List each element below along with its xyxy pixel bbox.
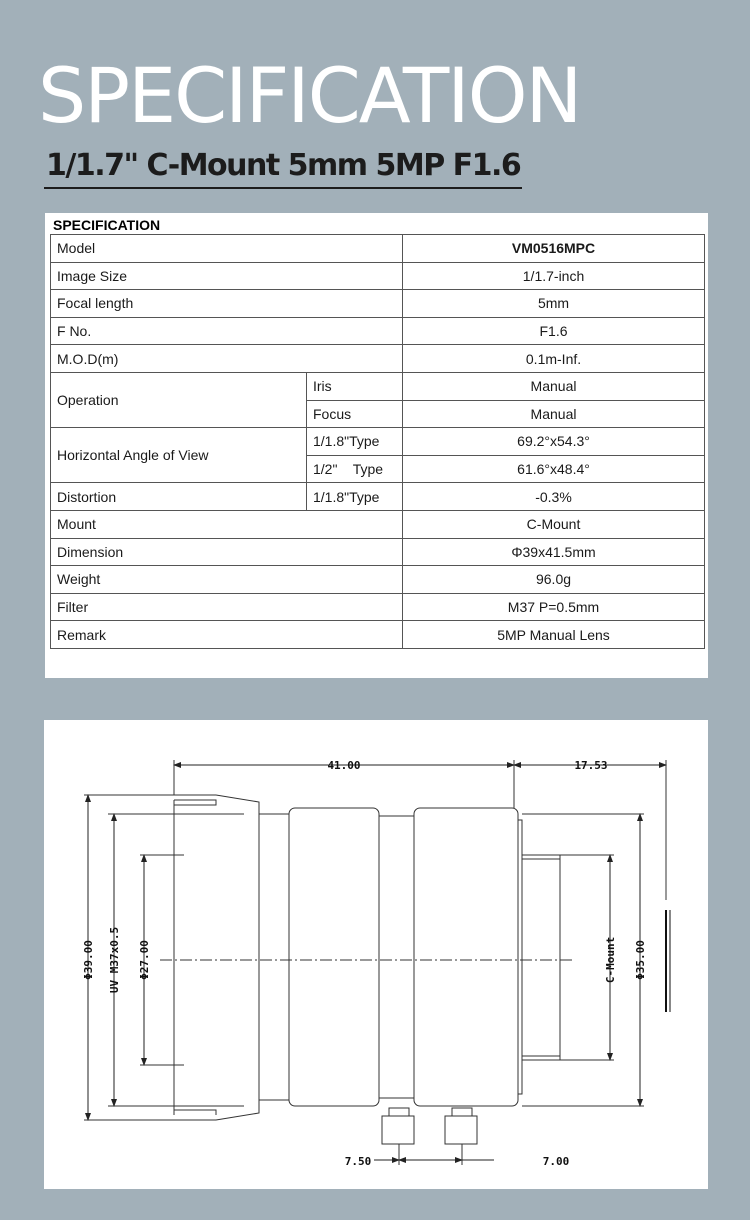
spec-value: 5mm	[403, 290, 705, 318]
table-row	[51, 345, 705, 373]
table-row	[51, 593, 705, 621]
spec-value: VM0516MPC	[403, 235, 705, 263]
spec-value: F1.6	[403, 317, 705, 345]
dim-flange-label: 17.53	[574, 759, 608, 772]
spec-label: Dimension	[51, 538, 403, 566]
spec-value: Manual	[403, 372, 705, 400]
spec-label: Mount	[51, 510, 403, 538]
spec-value: 1/1.7-inch	[403, 262, 705, 290]
table-row	[51, 566, 705, 594]
dim-inner-diameter-label: Φ27.00	[138, 940, 151, 980]
spec-label: F No.	[51, 317, 403, 345]
spec-value: 69.2°x54.3°	[403, 428, 705, 456]
dim-length-label: 41.00	[327, 759, 361, 772]
table-row	[51, 483, 705, 511]
spec-value: Manual	[403, 400, 705, 428]
table-row	[51, 317, 705, 345]
spec-label: M.O.D(m)	[51, 345, 403, 373]
spec-table	[50, 234, 705, 649]
dim-mount-diameter-label: Φ35.00	[634, 940, 647, 980]
spec-label: Distortion	[51, 483, 307, 511]
spec-value: 0.1m-Inf.	[403, 345, 705, 373]
spec-value: M37 P=0.5mm	[403, 593, 705, 621]
dim-filter-thread-label: UV M37x0.5	[108, 926, 121, 994]
spec-label: Image Size	[51, 262, 403, 290]
spec-label: Operation	[51, 372, 307, 427]
spec-sublabel: 1/1.8"Type	[307, 483, 403, 511]
lens-dimension-drawing	[44, 720, 708, 1189]
table-row	[51, 262, 705, 290]
table-row	[51, 372, 705, 400]
subtitle-underline	[44, 187, 522, 189]
table-row	[51, 510, 705, 538]
spec-value: 5MP Manual Lens	[403, 621, 705, 649]
table-row	[51, 235, 705, 263]
page-title: SPECIFICATION	[38, 51, 581, 140]
dim-screw-right-label: 7.00	[542, 1155, 570, 1168]
spec-value: -0.3%	[403, 483, 705, 511]
spec-label: Remark	[51, 621, 403, 649]
product-subtitle: 1/1.7" C-Mount 5mm 5MP F1.6	[46, 148, 521, 183]
spec-label: Focal length	[51, 290, 403, 318]
table-row	[51, 538, 705, 566]
dim-mount-label: C-Mount	[604, 936, 617, 984]
spec-table-heading: SPECIFICATION	[53, 217, 161, 233]
spec-value: C-Mount	[403, 510, 705, 538]
table-row	[51, 621, 705, 649]
dim-screw-left-label: 7.50	[344, 1155, 372, 1168]
spec-label: Horizontal Angle of View	[51, 428, 307, 483]
spec-value: Φ39x41.5mm	[403, 538, 705, 566]
dim-diameter-label: Φ39.00	[82, 940, 95, 980]
table-row	[51, 290, 705, 318]
spec-sublabel: Iris	[307, 372, 403, 400]
spec-sublabel: Focus	[307, 400, 403, 428]
table-row	[51, 428, 705, 456]
spec-sublabel: 1/2" Type	[307, 455, 403, 483]
spec-label: Filter	[51, 593, 403, 621]
spec-label: Model	[51, 235, 403, 263]
spec-sublabel: 1/1.8"Type	[307, 428, 403, 456]
spec-value: 96.0g	[403, 566, 705, 594]
spec-label: Weight	[51, 566, 403, 594]
spec-value: 61.6°x48.4°	[403, 455, 705, 483]
dimension-drawing-panel	[44, 720, 708, 1189]
